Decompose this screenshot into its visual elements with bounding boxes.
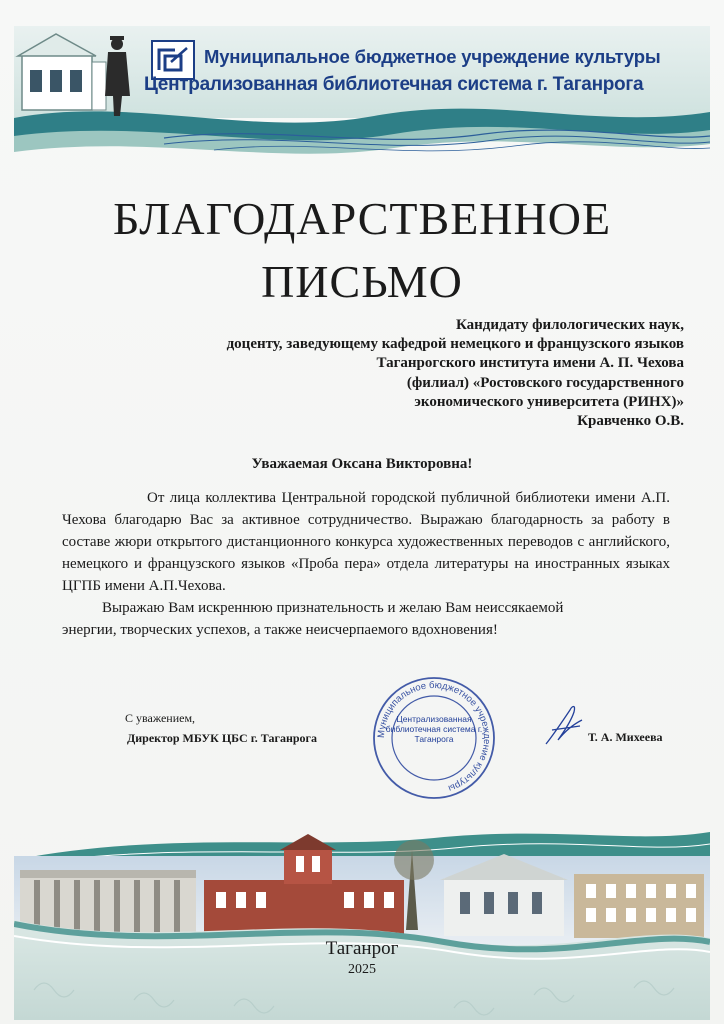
letterhead xyxy=(14,26,710,166)
addressee-line: (филиал) «Ростовского государственного xyxy=(406,374,684,391)
footer-year: 2025 xyxy=(348,962,376,977)
letter-body xyxy=(62,487,670,641)
footer-city: Таганрог xyxy=(325,938,399,959)
stamp-center-text: Централизованная библиотечная система г. Таганрога xyxy=(385,714,483,744)
footer-photo-collage xyxy=(14,820,710,1020)
body-paragraph-2-line1: Выражаю Вам искреннюю признательность и желаю Вам неиссякаемой xyxy=(102,600,564,616)
document-title-line2: ПИСЬМО xyxy=(261,256,463,307)
addressee-line: Таганрогского института имени А. П. Чехова xyxy=(376,355,684,372)
addressee-line: экономического университета (РИНХ)» xyxy=(414,393,684,410)
org-name-line2: Централизованная библиотечная система г. Таганрога xyxy=(144,74,644,95)
regards-text: С уважением, xyxy=(125,711,196,725)
signer-position: Директор МБУК ЦБС г. Таганрога xyxy=(127,731,317,745)
greeting: Уважаемая Оксана Викторовна! xyxy=(251,456,473,472)
org-name-line1: Муниципальное бюджетное учреждение культуры xyxy=(204,46,661,67)
body-paragraph-1: От лица коллектива Центральной городской публичной библиотеки имени А.П. Чехова благодарю Вас за активное сотрудничество. Выражаю благодарность за работу в составе жюри открытого дистанционного конкурса художественных переводов с английского, немецкого и французского языков «Проба пера» отдела литературы на иностранных языках ЦГПБ имени А.П.Чехова. xyxy=(62,490,670,594)
handwritten-signature-icon xyxy=(540,700,588,750)
document-title-line1: БЛАГОДАРСТВЕННОЕ xyxy=(112,193,612,244)
addressee-line: Кандидату филологических наук, xyxy=(455,317,684,333)
addressee-line: доценту, заведующему кафедрой немецкого и французского языков xyxy=(226,336,684,353)
addressee-block xyxy=(124,316,684,431)
body-paragraph-2-line2: энергии, творческих успехов, а также неисчерпаемого вдохновения! xyxy=(62,622,498,638)
addressee-line: Кравченко О.В. xyxy=(577,413,684,430)
stamp-ring-text: Муниципальное бюджетное учреждение культуры xyxy=(375,679,493,794)
signer-name: Т. А. Михеева xyxy=(588,730,663,744)
